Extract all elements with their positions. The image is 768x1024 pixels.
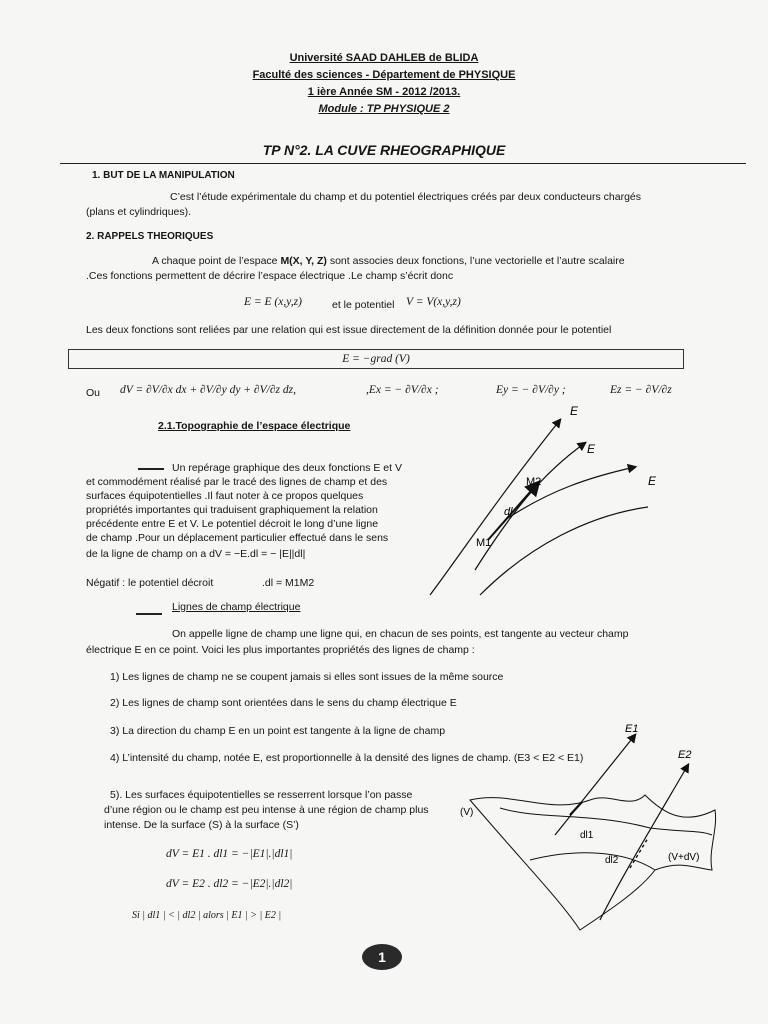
title-rule bbox=[60, 163, 746, 164]
module-name: Module : TP PHYSIQUE 2 bbox=[318, 103, 450, 115]
field-equation: E = E (x,y,z) bbox=[244, 296, 302, 308]
dl2-segment bbox=[630, 838, 648, 868]
label-m1: M1 bbox=[476, 537, 492, 549]
label-e-mid: E bbox=[587, 442, 596, 456]
relation-text: Les deux fonctions sont reliées par une relation qui est issue directement de la définition donnée pour le potentiel bbox=[86, 324, 612, 336]
text-run: sont associes deux fonctions, l’une vectorielle et l’autre scalaire bbox=[326, 255, 625, 267]
topo-line-3: surfaces équipotentielles .Il faut noter à ce propos quelques bbox=[86, 490, 364, 502]
section2-line1 bbox=[152, 254, 625, 268]
label-e2: E2 bbox=[678, 749, 692, 761]
label-dl1: dl1 bbox=[580, 830, 594, 841]
e2-vector bbox=[600, 765, 688, 920]
label-m2: M2 bbox=[526, 476, 542, 488]
negatif-note: Négatif : le potentiel décroit bbox=[86, 577, 214, 589]
comparison-line: Si | dl1 | < | dl2 | alors | E1 | > | E2 | bbox=[132, 910, 282, 921]
subsection-2-1-heading: 2.1.Topographie de l’espace électrique bbox=[158, 420, 351, 432]
label-dl2: dl2 bbox=[605, 855, 619, 866]
dash-bullet bbox=[138, 468, 164, 470]
faculty-name: Faculté des sciences - Département de PHYSIQUE bbox=[252, 69, 516, 81]
ez-equation: Ez = − ∂V/∂z bbox=[610, 384, 672, 396]
topo-line-6: de champ .Pour un déplacement particulier effectué dans le sens bbox=[86, 532, 389, 544]
university-name: Université SAAD DAHLEB de BLIDA bbox=[289, 52, 479, 64]
label-vdv: (V+dV) bbox=[668, 852, 700, 863]
potential-equation: V = V(x,y,z) bbox=[406, 296, 461, 308]
property-2: 2) Les lignes de champ sont orientées dans le sens du champ électrique E bbox=[110, 697, 457, 709]
boxed-relation bbox=[68, 349, 684, 369]
topo-line-7: de la ligne de champ on a dV = −E.dl = − |E||dl| bbox=[86, 548, 306, 560]
label-e1: E1 bbox=[625, 723, 639, 735]
topo-line-4: propriétés importantes qui traduisent graphiquement la relation bbox=[86, 504, 378, 516]
topo-line-1: Un repérage graphique des deux fonctions E et V bbox=[172, 462, 402, 474]
academic-year: 1 ière Année SM - 2012 /2013. bbox=[307, 86, 461, 98]
dv-eq-1: dV = E1 . dl1 = −|E1|.|dl1| bbox=[166, 848, 293, 860]
potential-label: et le potentiel bbox=[332, 299, 395, 311]
field-line-1 bbox=[430, 420, 560, 595]
dv-differential: dV = ∂V/∂x dx + ∂V/∂y dy + ∂V/∂z dz, bbox=[120, 384, 296, 396]
dv-eq-2: dV = E2 . dl2 = −|E2|.|dl2| bbox=[166, 878, 293, 890]
ou-label: Ou bbox=[86, 387, 101, 399]
label-v: (V) bbox=[460, 807, 474, 818]
dl-definition: .dl = M1M2 bbox=[262, 577, 315, 589]
text-run: A chaque point de l’espace bbox=[152, 255, 281, 267]
label-e-top: E bbox=[570, 404, 579, 418]
property-1: 1) Les lignes de champ ne se coupent jamais si elles sont issues de la même source bbox=[110, 671, 504, 683]
e1-vector bbox=[555, 735, 635, 835]
point-label: M(X, Y, Z) bbox=[280, 255, 327, 267]
equipotential-vdv bbox=[530, 853, 655, 870]
property-4: 4) L’intensité du champ, notée E, est proportionnelle à la densité des lignes de champ. (E3 < E2 < E1) bbox=[110, 752, 584, 764]
field-line-3 bbox=[505, 467, 635, 520]
property-5-line1: 5). Les surfaces équipotentielles se resserrent lorsque l’on passe bbox=[110, 789, 413, 801]
section2-line2: .Ces fonctions permettent de décrire l’espace électrique .Le champ s’écrit donc bbox=[86, 270, 454, 282]
property-5-line3: intense. De la surface (S) à la surface (S’) bbox=[104, 819, 299, 831]
section1-heading: 1. BUT DE LA MANIPULATION bbox=[92, 170, 235, 181]
dl-vector bbox=[488, 483, 538, 540]
lignes-heading: Lignes de champ électrique bbox=[172, 601, 301, 613]
topo-line-2: et commodément réalisé par le tracé des lignes de champ et des bbox=[86, 476, 388, 488]
property-3: 3) La direction du champ E en un point est tangente à la ligne de champ bbox=[110, 725, 446, 737]
ex-equation: ,Ex = − ∂V/∂x ; bbox=[366, 384, 439, 396]
field-line-2 bbox=[475, 443, 585, 570]
lignes-intro-1: On appelle ligne de champ une ligne qui, en chacun de ses points, est tangente au vecteur champ bbox=[172, 628, 629, 640]
field-lines-figure bbox=[420, 395, 700, 605]
dash-bullet bbox=[136, 613, 162, 615]
section1-text-line1: C’est l’étude expérimentale du champ et du potentiel électriques créés par deux conducteurs chargés bbox=[170, 191, 642, 203]
ey-equation: Ey = − ∂V/∂y ; bbox=[496, 384, 566, 396]
label-dl: dl bbox=[504, 506, 513, 518]
gradient-equation: E = −grad (V) bbox=[342, 353, 410, 365]
property-5-line2: d’une région ou le champ est peu intense à une région de champ plus bbox=[104, 804, 429, 816]
label-e-right: E bbox=[648, 474, 657, 488]
lignes-intro-2: électrique E en ce point. Voici les plus importantes propriétés des lignes de champ : bbox=[86, 644, 475, 656]
page-number: 1 bbox=[362, 944, 402, 970]
section1-text-line2: (plans et cylindriques). bbox=[86, 206, 192, 218]
topo-line-5: précédente entre E et V. Le potentiel décroit le long d’une ligne bbox=[86, 518, 379, 530]
equipotential-v bbox=[500, 808, 712, 835]
section2-heading: 2. RAPPELS THEORIQUES bbox=[86, 231, 214, 242]
equipotential-figure bbox=[450, 720, 750, 940]
document-title: TP N°2. LA CUVE RHEOGRAPHIQUE bbox=[262, 142, 506, 158]
